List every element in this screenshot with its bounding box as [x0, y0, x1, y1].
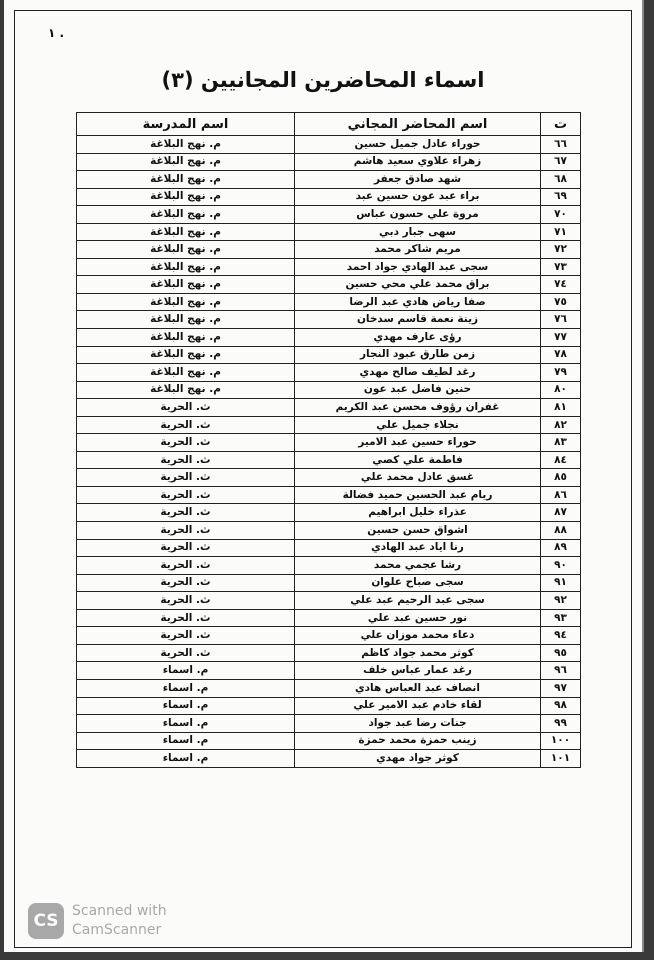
table-row	[77, 399, 581, 417]
row-number-cell: ٩٥	[541, 644, 581, 662]
school-name-cell: م. نهج البلاغة	[77, 258, 295, 276]
school-name-cell: م. اسماء	[77, 697, 295, 715]
school-name-cell: م. نهج البلاغة	[77, 241, 295, 259]
table-row	[77, 223, 581, 241]
row-number-cell: ٨٦	[541, 486, 581, 504]
table-row	[77, 188, 581, 206]
row-number-cell: ٦٦	[541, 136, 581, 154]
table-row	[77, 592, 581, 610]
school-name-cell: م. نهج البلاغة	[77, 206, 295, 224]
table-row	[77, 311, 581, 329]
table-row	[77, 381, 581, 399]
column-header-number: ت	[541, 113, 581, 136]
row-number-cell: ٨٧	[541, 504, 581, 522]
lecturer-name-cell: جنات رضا عبد جواد	[295, 715, 541, 733]
row-number-cell: ٧٢	[541, 241, 581, 259]
school-name-cell: ث. الحرية	[77, 539, 295, 557]
lecturer-name-cell: براء عبد عون حسين عبد	[295, 188, 541, 206]
row-number-cell: ٧٥	[541, 293, 581, 311]
row-number-cell: ٦٧	[541, 153, 581, 171]
table-row	[77, 486, 581, 504]
row-number-cell: ٨١	[541, 399, 581, 417]
lecturer-name-cell: غفران رؤوف محسن عبد الكريم	[295, 399, 541, 417]
school-name-cell: ث. الحرية	[77, 451, 295, 469]
lecturer-name-cell: رغد عمار عباس خلف	[295, 662, 541, 680]
row-number-cell: ٦٨	[541, 171, 581, 189]
row-number-cell: ٨٣	[541, 434, 581, 452]
table-row	[77, 697, 581, 715]
table-row	[77, 644, 581, 662]
table-row	[77, 293, 581, 311]
row-number-cell: ٩٠	[541, 557, 581, 575]
table-row	[77, 732, 581, 750]
row-number-cell: ٨٤	[541, 451, 581, 469]
school-name-cell: م. نهج البلاغة	[77, 171, 295, 189]
row-number-cell: ٨٨	[541, 522, 581, 540]
table-row	[77, 416, 581, 434]
row-number-cell: ٧٨	[541, 346, 581, 364]
school-name-cell: ث. الحرية	[77, 644, 295, 662]
school-name-cell: م. نهج البلاغة	[77, 329, 295, 347]
row-number-cell: ٩٤	[541, 627, 581, 645]
row-number-cell: ٧٤	[541, 276, 581, 294]
row-number-cell: ٩٧	[541, 679, 581, 697]
row-number-cell: ٦٩	[541, 188, 581, 206]
lecturer-name-cell: زهراء علاوي سعيد هاشم	[295, 153, 541, 171]
lecturer-name-cell: براق محمد علي محي حسين	[295, 276, 541, 294]
school-name-cell: م. نهج البلاغة	[77, 311, 295, 329]
table-row	[77, 539, 581, 557]
page-title: اسماء المحاضرين المجانيين (٣)	[161, 68, 485, 92]
lecturer-name-cell: نور حسين عبد علي	[295, 609, 541, 627]
table-row	[77, 522, 581, 540]
table-row	[77, 258, 581, 276]
row-number-cell: ٧٧	[541, 329, 581, 347]
column-header-lecturer-name: اسم المحاضر المجاني	[295, 113, 541, 136]
table-row	[77, 136, 581, 154]
school-name-cell: ث. الحرية	[77, 592, 295, 610]
lecturer-name-cell: اشواق حسن حسين	[295, 522, 541, 540]
lecturer-name-cell: انصاف عبد العباس هادي	[295, 679, 541, 697]
table-row	[77, 750, 581, 768]
row-number-cell: ٩٦	[541, 662, 581, 680]
lecturer-name-cell: زينة نعمة قاسم سدخان	[295, 311, 541, 329]
lecturer-name-cell: زمن طارق عبود النجار	[295, 346, 541, 364]
table-row	[77, 153, 581, 171]
lecturer-name-cell: مريم شاكر محمد	[295, 241, 541, 259]
watermark-text	[72, 902, 167, 940]
row-number-cell: ٨٢	[541, 416, 581, 434]
lecturer-name-cell: لقاء خادم عبد الامير علي	[295, 697, 541, 715]
row-number-cell: ٨٥	[541, 469, 581, 487]
row-number-cell: ٩١	[541, 574, 581, 592]
table-row	[77, 504, 581, 522]
row-number-cell: ١٠٠	[541, 732, 581, 750]
row-number-cell: ٩٣	[541, 609, 581, 627]
school-name-cell: ث. الحرية	[77, 574, 295, 592]
row-number-cell: ١٠١	[541, 750, 581, 768]
lecturer-name-cell: زينب حمزة محمد حمزة	[295, 732, 541, 750]
table-row	[77, 469, 581, 487]
lecturer-name-cell: رغد لطيف صالح مهدي	[295, 364, 541, 382]
school-name-cell: م. اسماء	[77, 715, 295, 733]
school-name-cell: م. اسماء	[77, 662, 295, 680]
lecturer-name-cell: فاطمة علي كصي	[295, 451, 541, 469]
school-name-cell: م. نهج البلاغة	[77, 153, 295, 171]
school-name-cell: م. نهج البلاغة	[77, 188, 295, 206]
school-name-cell: ث. الحرية	[77, 469, 295, 487]
lecturer-name-cell: كوثر جواد مهدي	[295, 750, 541, 768]
page-number-mark: ١ .	[48, 26, 65, 40]
table-row	[77, 679, 581, 697]
lecturer-name-cell: شهد صادق جعفر	[295, 171, 541, 189]
school-name-cell: ث. الحرية	[77, 522, 295, 540]
lecturer-name-cell: عذراء خليل ابراهيم	[295, 504, 541, 522]
table-row	[77, 171, 581, 189]
row-number-cell: ٩٩	[541, 715, 581, 733]
table-row	[77, 346, 581, 364]
row-number-cell: ٨٠	[541, 381, 581, 399]
row-number-cell: ٩٨	[541, 697, 581, 715]
table-row	[77, 451, 581, 469]
school-name-cell: م. نهج البلاغة	[77, 381, 295, 399]
school-name-cell: ث. الحرية	[77, 399, 295, 417]
lecturer-name-cell: دعاء محمد موزان علي	[295, 627, 541, 645]
school-name-cell: م. اسماء	[77, 679, 295, 697]
lecturer-name-cell: مروة علي حسون عباس	[295, 206, 541, 224]
table-row	[77, 574, 581, 592]
watermark-line-1: Scanned with	[72, 903, 167, 919]
school-name-cell: ث. الحرية	[77, 486, 295, 504]
watermark-line-2: CamScanner	[72, 922, 162, 938]
table-row	[77, 241, 581, 259]
school-name-cell: ث. الحرية	[77, 504, 295, 522]
row-number-cell: ٧٠	[541, 206, 581, 224]
lecturer-name-cell: رؤى عارف مهدي	[295, 329, 541, 347]
table-header-row	[77, 113, 581, 136]
row-number-cell: ٨٩	[541, 539, 581, 557]
lecturer-name-cell: حوراء عادل جميل حسين	[295, 136, 541, 154]
school-name-cell: م. نهج البلاغة	[77, 276, 295, 294]
school-name-cell: م. نهج البلاغة	[77, 136, 295, 154]
lecturer-name-cell: حنين فاضل عبد عون	[295, 381, 541, 399]
table-body	[77, 136, 581, 768]
lecturer-name-cell: سجى عبد الهادي جواد احمد	[295, 258, 541, 276]
table-row	[77, 434, 581, 452]
table-row	[77, 662, 581, 680]
lecturer-name-cell: سجى عبد الرحيم عبد علي	[295, 592, 541, 610]
scanned-page	[4, 0, 644, 952]
lecturer-name-cell: حوراء حسين عبد الامير	[295, 434, 541, 452]
table-row	[77, 557, 581, 575]
lecturer-name-cell: صفا رياض هادي عبد الرضا	[295, 293, 541, 311]
lecturer-name-cell: غسق عادل محمد علي	[295, 469, 541, 487]
school-name-cell: ث. الحرية	[77, 627, 295, 645]
school-name-cell: ث. الحرية	[77, 416, 295, 434]
row-number-cell: ٩٢	[541, 592, 581, 610]
table-row	[77, 276, 581, 294]
lecturer-name-cell: سجى صباح علوان	[295, 574, 541, 592]
table-row	[77, 627, 581, 645]
row-number-cell: ٧١	[541, 223, 581, 241]
table-row	[77, 206, 581, 224]
row-number-cell: ٧٩	[541, 364, 581, 382]
school-name-cell: ث. الحرية	[77, 557, 295, 575]
column-header-school-name: اسم المدرسة	[77, 113, 295, 136]
school-name-cell: ث. الحرية	[77, 609, 295, 627]
school-name-cell: م. نهج البلاغة	[77, 223, 295, 241]
camscanner-logo-icon: CS	[28, 903, 64, 939]
school-name-cell: م. اسماء	[77, 750, 295, 768]
row-number-cell: ٧٦	[541, 311, 581, 329]
camscanner-watermark	[28, 902, 167, 940]
row-number-cell: ٧٣	[541, 258, 581, 276]
table-row	[77, 715, 581, 733]
table-row	[77, 329, 581, 347]
lecturer-name-cell: نجلاء جميل علي	[295, 416, 541, 434]
lecturer-name-cell: ريام عبد الحسين حميد فضالة	[295, 486, 541, 504]
school-name-cell: م. نهج البلاغة	[77, 364, 295, 382]
lecturer-name-cell: رشا عجمي محمد	[295, 557, 541, 575]
lecturers-table	[76, 112, 581, 768]
school-name-cell: م. نهج البلاغة	[77, 293, 295, 311]
lecturer-name-cell: كوثر محمد جواد كاظم	[295, 644, 541, 662]
school-name-cell: م. اسماء	[77, 732, 295, 750]
table-row	[77, 609, 581, 627]
lecturer-name-cell: رنا اياد عبد الهادي	[295, 539, 541, 557]
table-row	[77, 364, 581, 382]
school-name-cell: م. نهج البلاغة	[77, 346, 295, 364]
school-name-cell: ث. الحرية	[77, 434, 295, 452]
lecturer-name-cell: سهى جبار دبي	[295, 223, 541, 241]
